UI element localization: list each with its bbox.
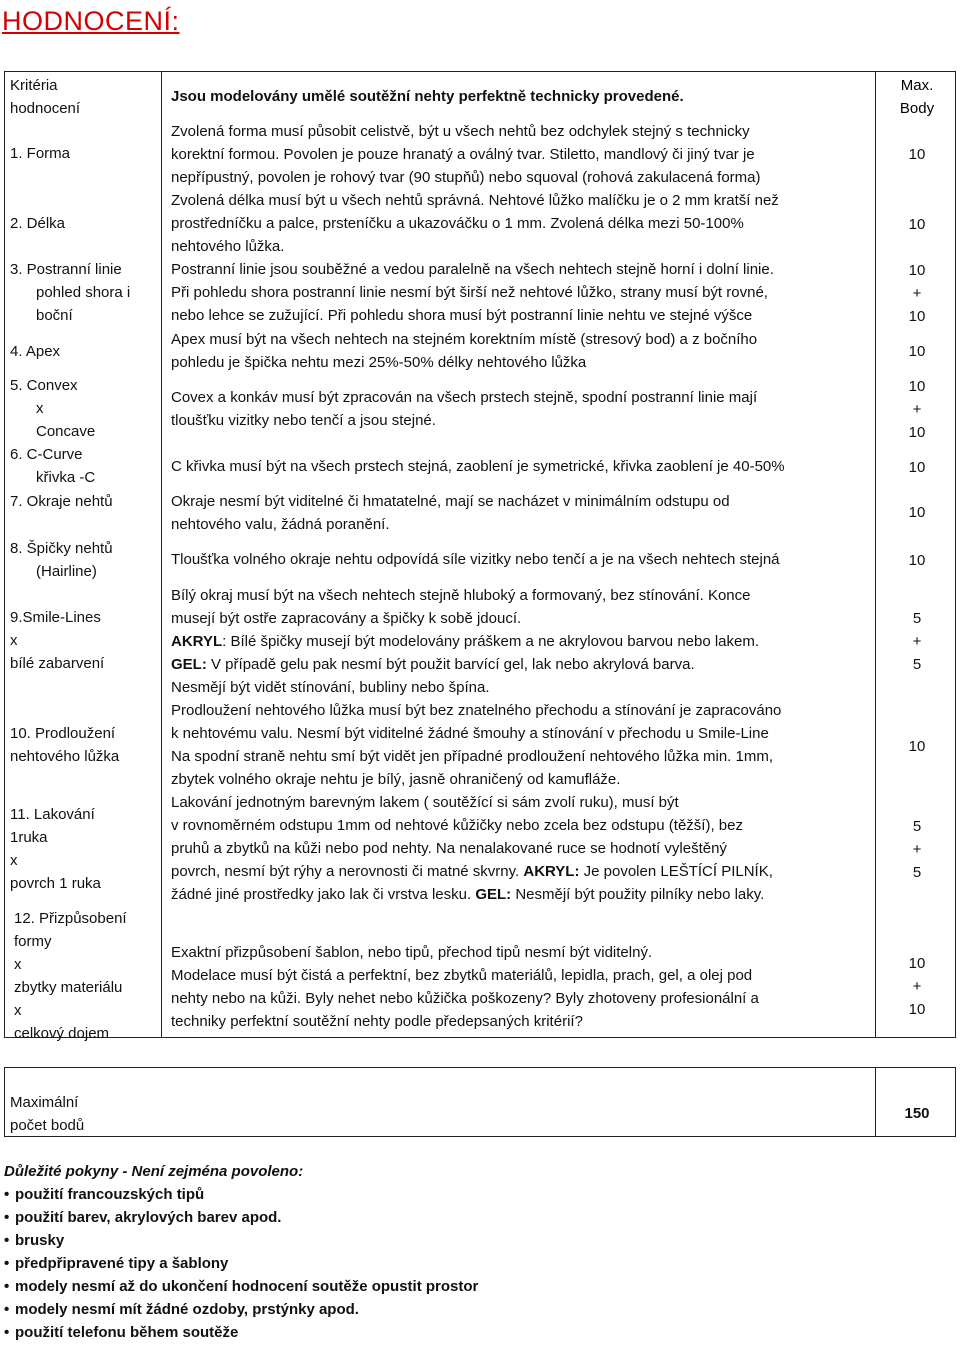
points-3: 10 + 10 bbox=[908, 262, 926, 325]
list-item: • použití barev, akrylových barev apod. bbox=[4, 1206, 478, 1229]
description-2: Zvolená délka musí být u všech nehtů správná. Nehtové lůžko malíčku je o 2 mm kratší než prostředníčku a palce, prsteníčku a ukazováčku o 1 mm. Zvolená délka mezi 50-100% nehtového lůžka. bbox=[171, 192, 779, 255]
points-10: 10 bbox=[908, 738, 926, 755]
header-criteria: Kritéria hodnocení bbox=[10, 77, 81, 117]
criterion-5: 5. Convex x Concave bbox=[10, 377, 96, 440]
total-label: Maximální počet bodů bbox=[10, 1094, 85, 1134]
description-4: Apex musí být na všech nehtech na stejném korektním místě (stresový bod) a z bočního pohledu je špička nehtu mezi 25%-50% délky nehtového lůžka bbox=[171, 331, 758, 371]
list-item: • brusky bbox=[4, 1229, 478, 1252]
criterion-8: 8. Špičky nehtů (Hairline) bbox=[10, 540, 113, 580]
table-divider bbox=[161, 71, 162, 1038]
list-item: • použití telefonu během soutěže bbox=[4, 1321, 478, 1344]
description-8: Tloušťka volného okraje nehtu odpovídá síle vizitky nebo tenčí a je na všech nehtech stejná bbox=[171, 551, 780, 568]
description-11: Lakování jednotným barevným lakem ( soutěžící si sám zvolí ruku), musí být v rovnoměrném odstupu 1mm od nehtové kůžičky nebo zcela bez odstupu (těžší), bez pruhů a zbytků na kůži nebo pod nehty. Na nenalakované ruce se hodnotí vyleštěný povrch, nesmí být rýhy a nerovnosti či matné skvrny. AKRYL: Je povolen LEŠTÍCÍ PILNÍK, žádné jiné prostředky jako lak či vrstva lesku. GEL: Nesmějí být použity pilníky nebo laky. bbox=[171, 794, 773, 903]
list-item: • předpřipravené tipy a šablony bbox=[4, 1252, 478, 1275]
list-item: • modely nesmí až do ukončení hodnocení soutěže opustit prostor bbox=[4, 1275, 478, 1298]
criterion-1: 1. Forma bbox=[10, 145, 71, 162]
points-4: 10 bbox=[908, 343, 926, 360]
criterion-6: 6. C-Curve křivka -C bbox=[10, 446, 96, 486]
points-6: 10 bbox=[908, 459, 926, 476]
criterion-11: 11. Lakování 1ruka x povrch 1 ruka bbox=[10, 806, 101, 892]
description-9: Bílý okraj musí být na všech nehtech stejně hluboký a formovaný, bez stínování. Konce musejí být ostře zapracovány a špičky k sobě jdoucí. AKRYL: Bílé špičky musejí být modelovány práškem a ne akrylovou barvou nebo lakem. GEL: V případě gelu pak nesmí být použit barvící gel, lak nebo akrylová barva. Nesmějí být vidět stínování, bubliny nebo špína. bbox=[171, 587, 760, 696]
page-title: HODNOCENÍ: bbox=[2, 6, 180, 36]
points-2: 10 bbox=[908, 216, 926, 233]
points-1: 10 bbox=[908, 146, 926, 163]
criterion-3: 3. Postranní linie pohled shora i boční bbox=[10, 261, 131, 324]
list-item: • použití francouzských tipů bbox=[4, 1183, 478, 1206]
header-description: Jsou modelovány umělé soutěžní nehty perfektně technicky provedené. bbox=[171, 88, 684, 105]
points-11: 5 + 5 bbox=[912, 818, 922, 881]
notes-list bbox=[4, 1183, 478, 1344]
description-6: C křivka musí být na všech prstech stejná, zaoblení je symetrické, křivka zaoblení je 40-50% bbox=[171, 458, 785, 475]
criterion-4: 4. Apex bbox=[10, 343, 61, 360]
criterion-10: 10. Prodloužení nehtového lůžka bbox=[10, 725, 120, 765]
criterion-12: 12. Přizpůsobení formy x zbytky materiálu x celkový dojem bbox=[14, 910, 127, 1042]
criterion-9: 9.Smile-Lines x bílé zabarvení bbox=[10, 609, 105, 672]
points-8: 10 bbox=[908, 552, 926, 569]
list-item: • modely nesmí mít žádné ozdoby, prstýnky apod. bbox=[4, 1298, 478, 1321]
criterion-2: 2. Délka bbox=[10, 215, 66, 232]
total-value: 150 bbox=[904, 1105, 930, 1122]
description-10: Prodloužení nehtového lůžka musí být bez znatelného přechodu a stínování je zapracováno k nehtovému valu. Nesmí být viditelné žádné šmouhy a stínování v přechodu u Smile-Line Na spodní straně nehtu smí být vidět jen případné prodloužení nehtového lůžka min. 1mm, zbytek volného okraje nehtu je bílý, jasně ohraničený od kamufláže. bbox=[171, 702, 782, 788]
points-7: 10 bbox=[908, 504, 926, 521]
important-notes bbox=[4, 1160, 478, 1344]
description-3: Postranní linie jsou souběžné a vedou paralelně na všech nehtech stejně horní i dolní linie. Při pohledu shora postranní linie nesmí být širší než nehtové lůžko, strany musí být rovné, nebo lehce se zužující. Při pohledu shora musí být postranní linie nehtu ve stejné výšce bbox=[171, 261, 774, 324]
description-5: Covex a konkáv musí být zpracován na všech prstech stejně, spodní postranní linie mají tloušťku vizitky nebo tenčí a jsou stejné. bbox=[171, 389, 758, 429]
points-5: 10 + 10 bbox=[908, 378, 926, 441]
notes-heading: Důležité pokyny - Není zejména povoleno: bbox=[4, 1163, 304, 1180]
header-max-points: Max. Body bbox=[899, 77, 935, 117]
description-12: Exaktní přizpůsobení šablon, nebo tipů, přechod tipů nesmí být viditelný. Modelace musí být čistá a perfektní, bez zbytků materiálů, lepidla, prach, gel, a olej pod nehty nebo na kůži. Byly nehet nebo kůžička poškozeny? Byly zhotoveny profesionální a techniky perfektní soutěžní nehty podle předepsaných kritérií? bbox=[171, 944, 759, 1030]
points-9: 5 + 5 bbox=[912, 610, 922, 673]
table-divider bbox=[875, 1067, 876, 1137]
description-7: Okraje nesmí být viditelné či hmatatelné, mají se nacházet v minimálním odstupu od nehtového valu, žádná poranění. bbox=[171, 493, 730, 533]
points-12: 10 + 10 bbox=[908, 955, 926, 1018]
criterion-7: 7. Okraje nehtů bbox=[10, 493, 113, 510]
description-1: Zvolená forma musí působit celistvě, být u všech nehtů bez odchylek stejný s technicky korektní formou. Povolen je pouze hranatý a oválný tvar. Stiletto, mandlový či jiný tvar je nepřípustný, povolen je rohový tvar (90 stupňů) nebo squoval (rohová zakulacená forma) bbox=[171, 123, 761, 186]
